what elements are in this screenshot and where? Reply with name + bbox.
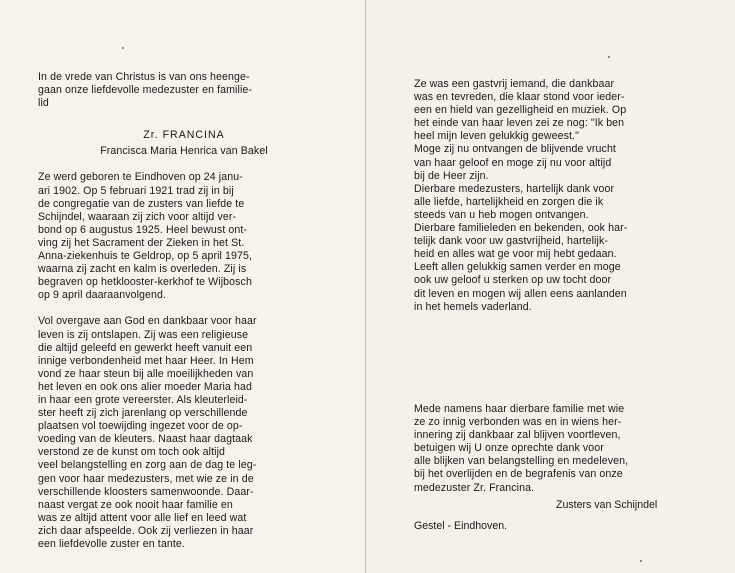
deceased-name: Zr. FRANCINA: [143, 129, 225, 142]
left-column: [38, 71, 330, 551]
thanks-paragraph: Mede namens haar dierbare familie met wie ze zo innig verbonden was en in wiens her- innering zij dankbaar zal blijven voortleven, betuigen wij U onze oprechte dank voor alle blijken van belangstelling en medeleven, bij het overlijden en de begrafenis van onze medezuster Zr. Francina.: [414, 403, 629, 494]
signature: Zusters van Schijndel: [556, 499, 658, 511]
paper-speck: [640, 560, 642, 562]
intro-text: In de vrede van Christus is van ons heenge- gaan onze liefdevolle medezuster en familie- lid: [38, 71, 253, 110]
right-column-top: [414, 78, 702, 314]
deceased-full-name: Francisca Maria Henrica van Bakel: [100, 145, 268, 158]
right-column-bottom: [414, 403, 702, 495]
location: Gestel - Eindhoven.: [414, 520, 508, 532]
biography-paragraph: Ze werd geboren te Eindhoven op 24 janu- ari 1902. Op 5 februari 1921 trad zij in bij de congregatie van de zusters van liefde te Schijndel, waaraan zij zich voor altijd ver- bond op 6 augustus 1925. Heel bewust ont- ving zij het Sacrament der Zieken in het St. Anna-ziekenhuis te Geldrop, op 5 april 1975, waarna zij zacht en kalm is overleden. Zij is begraven op hetklooster-kerkhof te Wijbosch op 9 april daaraanvolgend.: [38, 171, 253, 302]
tribute-paragraph: Vol overgave aan God en dankbaar voor haar leven is zij ontslapen. Zij was een religieuse die altijd geleefd en gewerkt heeft vanuit een innige verbondenheid met haar Heer. In Hem vond ze haar steun bij alle moeilijkheden van het leven en ook ons alier moeder Maria had in haar een grote vereerster. Als kleuterleid- ster heeft zij zich jarenlang op verschillende plaatsen vol toewijding ingezet voor de op- voeding van de kleuters. Naast haar dagtaak verstond ze de kunst om toch ook altijd veel belangstelling en zorg aan de dag te leg- gen voor haar medezusters, met wie ze in de verschillende kloosters samenwoonde. Daar- naast vergat ze ook nooit haar familie en was ze altijd attent voor alle lief en leed wat zich daar afspeelde. Ook zij verliezen in haar een liefdevolle zuster en tante.: [38, 315, 257, 550]
farewell-paragraph: Ze was een gastvrij iemand, die dankbaar was en tevreden, die klaar stond voor ieder- een en hield van gezelligheid en muziek. Op het einde van haar leven zei ze nog: "Ik ben heel mijn leven gelukkig geweest." Moge zij nu ontvangen de blijvende vrucht van haar geloof en moge zij nu voor altijd bij de Heer zijn. Dierbare medezusters, hartelijk dank voor alle liefde, hartelijkheid en zorgen die ik steeds van u heb mogen ontvangen. Dierbare familieleden en bekenden, ook har- telijk dank voor uw gastvrijheid, hartelijk- heid en alles wat ge voor mij hebt gedaan. Leeft allen gelukkig samen verder en moge ook uw geloof u sterken op uw tocht door dit leven en mogen wij allen eens aanlanden in het hemels vaderland.: [414, 78, 628, 313]
paper-speck: [122, 47, 124, 49]
paper-speck: [608, 56, 610, 58]
